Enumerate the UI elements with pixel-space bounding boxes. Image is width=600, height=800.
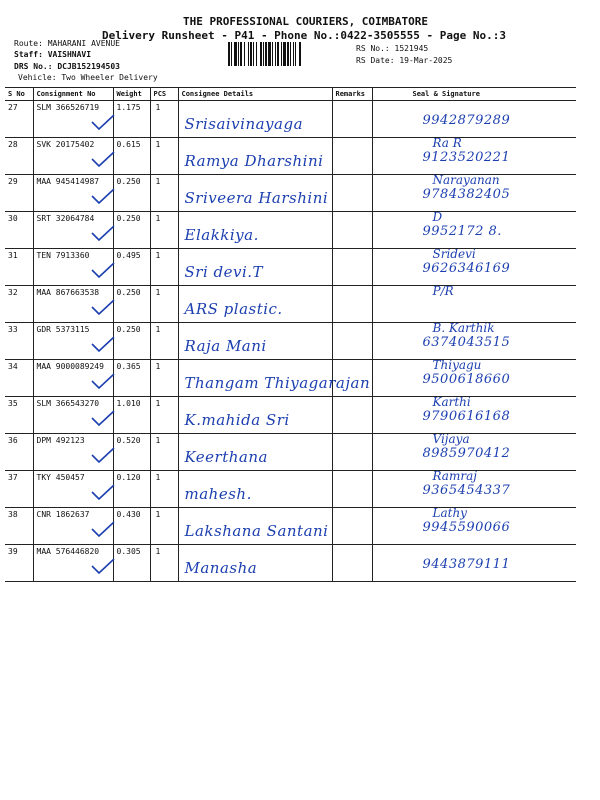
cell-signature xyxy=(372,101,576,138)
route-field: Route: MAHARANI AVENUE xyxy=(14,39,120,48)
cell-sno: 39 xyxy=(5,545,33,582)
cell-remarks xyxy=(332,545,372,582)
cell-weight: 0.615 xyxy=(113,138,150,175)
cell-remarks xyxy=(332,249,372,286)
cell-consignee xyxy=(178,249,332,286)
check-mark-icon xyxy=(90,446,116,464)
cell-remarks xyxy=(332,138,372,175)
cell-weight: 0.520 xyxy=(113,434,150,471)
signature-handwriting: P/R xyxy=(432,284,454,298)
cell-consignment: SVK 20175402 xyxy=(33,138,113,175)
cell-pcs: 1 xyxy=(150,434,178,471)
cell-weight: 0.430 xyxy=(113,508,150,545)
cell-consignment: DPM 492123 xyxy=(33,434,113,471)
phone-handwriting: 9790616168 xyxy=(422,409,511,424)
signature-handwriting: Karthi xyxy=(432,395,471,409)
phone-handwriting: 6374043515 xyxy=(422,335,511,350)
cell-pcs: 1 xyxy=(150,545,178,582)
cell-weight: 1.010 xyxy=(113,397,150,434)
cell-pcs: 1 xyxy=(150,323,178,360)
cell-pcs: 1 xyxy=(150,508,178,545)
consignee-handwritten-name: Keerthana xyxy=(184,448,268,466)
cell-remarks xyxy=(332,286,372,323)
cell-consignment: SLM 366526719 xyxy=(33,101,113,138)
cell-consignment: TKY 450457 xyxy=(33,471,113,508)
phone-handwriting: 8985970412 xyxy=(422,446,511,461)
table-row xyxy=(5,286,576,323)
table-header-row xyxy=(5,88,576,101)
table-row xyxy=(5,434,576,471)
cell-sno: 38 xyxy=(5,508,33,545)
cell-consignee xyxy=(178,175,332,212)
cell-signature xyxy=(372,286,576,323)
cell-sno: 34 xyxy=(5,360,33,397)
consignee-handwritten-name: Ramya Dharshini xyxy=(184,152,324,170)
consignee-handwritten-name: Sri devi.T xyxy=(184,263,264,281)
cell-weight: 0.305 xyxy=(113,545,150,582)
consignee-handwritten-name: Elakkiya. xyxy=(184,226,259,244)
consignee-handwritten-name: Lakshana Santani xyxy=(184,522,329,540)
cell-weight: 0.250 xyxy=(113,286,150,323)
cell-consignee xyxy=(178,138,332,175)
cell-sno: 36 xyxy=(5,434,33,471)
table-row xyxy=(5,249,576,286)
consignee-handwritten-name: K.mahida Sri xyxy=(184,411,290,429)
table-row xyxy=(5,101,576,138)
cell-sno: 32 xyxy=(5,286,33,323)
phone-handwriting: 9626346169 xyxy=(422,261,511,276)
table-row xyxy=(5,138,576,175)
cell-remarks xyxy=(332,323,372,360)
signature-handwriting: Narayanan xyxy=(432,173,500,187)
cell-sno: 35 xyxy=(5,397,33,434)
signature-handwriting: Ramraj xyxy=(432,469,477,483)
cell-signature xyxy=(372,212,576,249)
cell-signature xyxy=(372,138,576,175)
column-header-weight: Weight xyxy=(113,88,150,101)
document-title: THE PROFESSIONAL COURIERS, COIMBATORE xyxy=(183,15,429,28)
cell-pcs: 1 xyxy=(150,397,178,434)
cell-pcs: 1 xyxy=(150,471,178,508)
cell-consignment: SLM 366543270 xyxy=(33,397,113,434)
consignee-handwritten-name: Manasha xyxy=(184,559,258,577)
consignee-handwritten-name: Raja Mani xyxy=(184,337,267,355)
staff-field: Staff: VAISHNAVI xyxy=(14,50,92,59)
check-mark-icon xyxy=(90,335,116,353)
cell-sno: 31 xyxy=(5,249,33,286)
phone-handwriting: 9365454337 xyxy=(422,483,511,498)
phone-handwriting: 9942879289 xyxy=(422,113,511,128)
column-header-pcs: PCS xyxy=(150,88,178,101)
phone-handwriting: 9123520221 xyxy=(422,150,511,165)
phone-handwriting: 9784382405 xyxy=(422,187,511,202)
cell-consignee xyxy=(178,471,332,508)
cell-signature xyxy=(372,360,576,397)
cell-consignee xyxy=(178,286,332,323)
signature-handwriting: Lathy xyxy=(432,506,467,520)
consignee-handwritten-name: ARS plastic. xyxy=(184,300,283,318)
phone-handwriting: 9952172 8. xyxy=(422,224,502,239)
cell-signature xyxy=(372,397,576,434)
cell-consignment: SRT 32064784 xyxy=(33,212,113,249)
cell-consignment: MAA 576446820 xyxy=(33,545,113,582)
signature-handwriting: Sridevi xyxy=(432,247,476,261)
check-mark-icon xyxy=(90,113,116,131)
cell-pcs: 1 xyxy=(150,138,178,175)
table-row xyxy=(5,360,576,397)
drs-field: DRS No.: DCJB152194503 xyxy=(14,62,120,71)
cell-consignee xyxy=(178,397,332,434)
signature-handwriting: D xyxy=(432,210,443,224)
cell-consignee xyxy=(178,212,332,249)
check-mark-icon xyxy=(90,409,116,427)
cell-consignee xyxy=(178,323,332,360)
table-row xyxy=(5,471,576,508)
table-row xyxy=(5,323,576,360)
cell-pcs: 1 xyxy=(150,286,178,323)
cell-weight: 0.250 xyxy=(113,175,150,212)
cell-consignee xyxy=(178,545,332,582)
check-mark-icon xyxy=(90,557,116,575)
consignee-handwritten-name: Sriveera Harshini xyxy=(184,189,329,207)
column-header-consignee: Consignee Details xyxy=(178,88,332,101)
cell-consignee xyxy=(178,508,332,545)
table-row xyxy=(5,175,576,212)
runsheet-table xyxy=(5,87,576,582)
table-row xyxy=(5,545,576,582)
barcode xyxy=(228,42,348,66)
column-header-signature: Seal & Signature xyxy=(372,88,576,101)
document-subtitle: Delivery Runsheet - P41 - Phone No.:0422-3505555 - Page No.:3 xyxy=(102,29,506,42)
signature-handwriting: Ra R xyxy=(432,136,462,150)
phone-handwriting: 9945590066 xyxy=(422,520,511,535)
signature-handwriting: B. Karthik xyxy=(432,321,495,335)
cell-pcs: 1 xyxy=(150,101,178,138)
cell-weight: 0.365 xyxy=(113,360,150,397)
cell-sno: 28 xyxy=(5,138,33,175)
cell-sno: 30 xyxy=(5,212,33,249)
cell-weight: 0.120 xyxy=(113,471,150,508)
check-mark-icon xyxy=(90,187,116,205)
cell-signature xyxy=(372,434,576,471)
column-header-consignment: Consignment No xyxy=(33,88,113,101)
cell-remarks xyxy=(332,175,372,212)
check-mark-icon xyxy=(90,261,116,279)
consignee-handwritten-name: Thangam Thiyagarajan xyxy=(184,374,371,392)
cell-consignment: MAA 9000089249 xyxy=(33,360,113,397)
check-mark-icon xyxy=(90,520,116,538)
cell-remarks xyxy=(332,397,372,434)
column-header-sno: S No xyxy=(5,88,33,101)
cell-weight: 0.495 xyxy=(113,249,150,286)
vehicle-field: Vehicle: Two Wheeler Delivery xyxy=(18,73,158,82)
cell-consignment: MAA 867663538 xyxy=(33,286,113,323)
cell-consignee xyxy=(178,101,332,138)
rs-number: RS No.: 1521945 xyxy=(356,44,429,53)
cell-signature xyxy=(372,175,576,212)
consignee-handwritten-name: Srisaivinayaga xyxy=(184,115,304,133)
cell-signature xyxy=(372,249,576,286)
check-mark-icon xyxy=(90,372,116,390)
rs-date: RS Date: 19-Mar-2025 xyxy=(356,56,453,65)
cell-remarks xyxy=(332,471,372,508)
cell-pcs: 1 xyxy=(150,249,178,286)
column-header-remarks: Remarks xyxy=(332,88,372,101)
signature-handwriting: Vijaya xyxy=(432,432,470,446)
cell-remarks xyxy=(332,212,372,249)
cell-sno: 33 xyxy=(5,323,33,360)
cell-weight: 1.175 xyxy=(113,101,150,138)
cell-consignment: GDR 5373115 xyxy=(33,323,113,360)
cell-signature xyxy=(372,323,576,360)
cell-sno: 27 xyxy=(5,101,33,138)
cell-consignee xyxy=(178,360,371,397)
check-mark-icon xyxy=(90,150,116,168)
cell-pcs: 1 xyxy=(150,360,178,397)
cell-signature xyxy=(372,545,576,582)
cell-consignment: MAA 945414987 xyxy=(33,175,113,212)
cell-signature xyxy=(372,471,576,508)
table-row xyxy=(5,212,576,249)
consignee-handwritten-name: mahesh. xyxy=(184,485,252,503)
phone-handwriting: 9500618660 xyxy=(422,372,511,387)
cell-consignment: CNR 1862637 xyxy=(33,508,113,545)
cell-sno: 37 xyxy=(5,471,33,508)
cell-signature xyxy=(372,508,576,545)
cell-weight: 0.250 xyxy=(113,323,150,360)
cell-pcs: 1 xyxy=(150,175,178,212)
cell-sno: 29 xyxy=(5,175,33,212)
phone-handwriting: 9443879111 xyxy=(422,557,511,572)
cell-remarks xyxy=(332,101,372,138)
table-row xyxy=(5,397,576,434)
cell-pcs: 1 xyxy=(150,212,178,249)
check-mark-icon xyxy=(90,224,116,242)
cell-consignment: TEN 7913360 xyxy=(33,249,113,286)
table-row xyxy=(5,508,576,545)
cell-remarks xyxy=(332,508,372,545)
check-mark-icon xyxy=(90,298,116,316)
cell-remarks xyxy=(332,434,372,471)
cell-remarks xyxy=(332,360,372,397)
check-mark-icon xyxy=(90,483,116,501)
cell-consignee xyxy=(178,434,332,471)
signature-handwriting: Thiyagu xyxy=(432,358,482,372)
cell-weight: 0.250 xyxy=(113,212,150,249)
